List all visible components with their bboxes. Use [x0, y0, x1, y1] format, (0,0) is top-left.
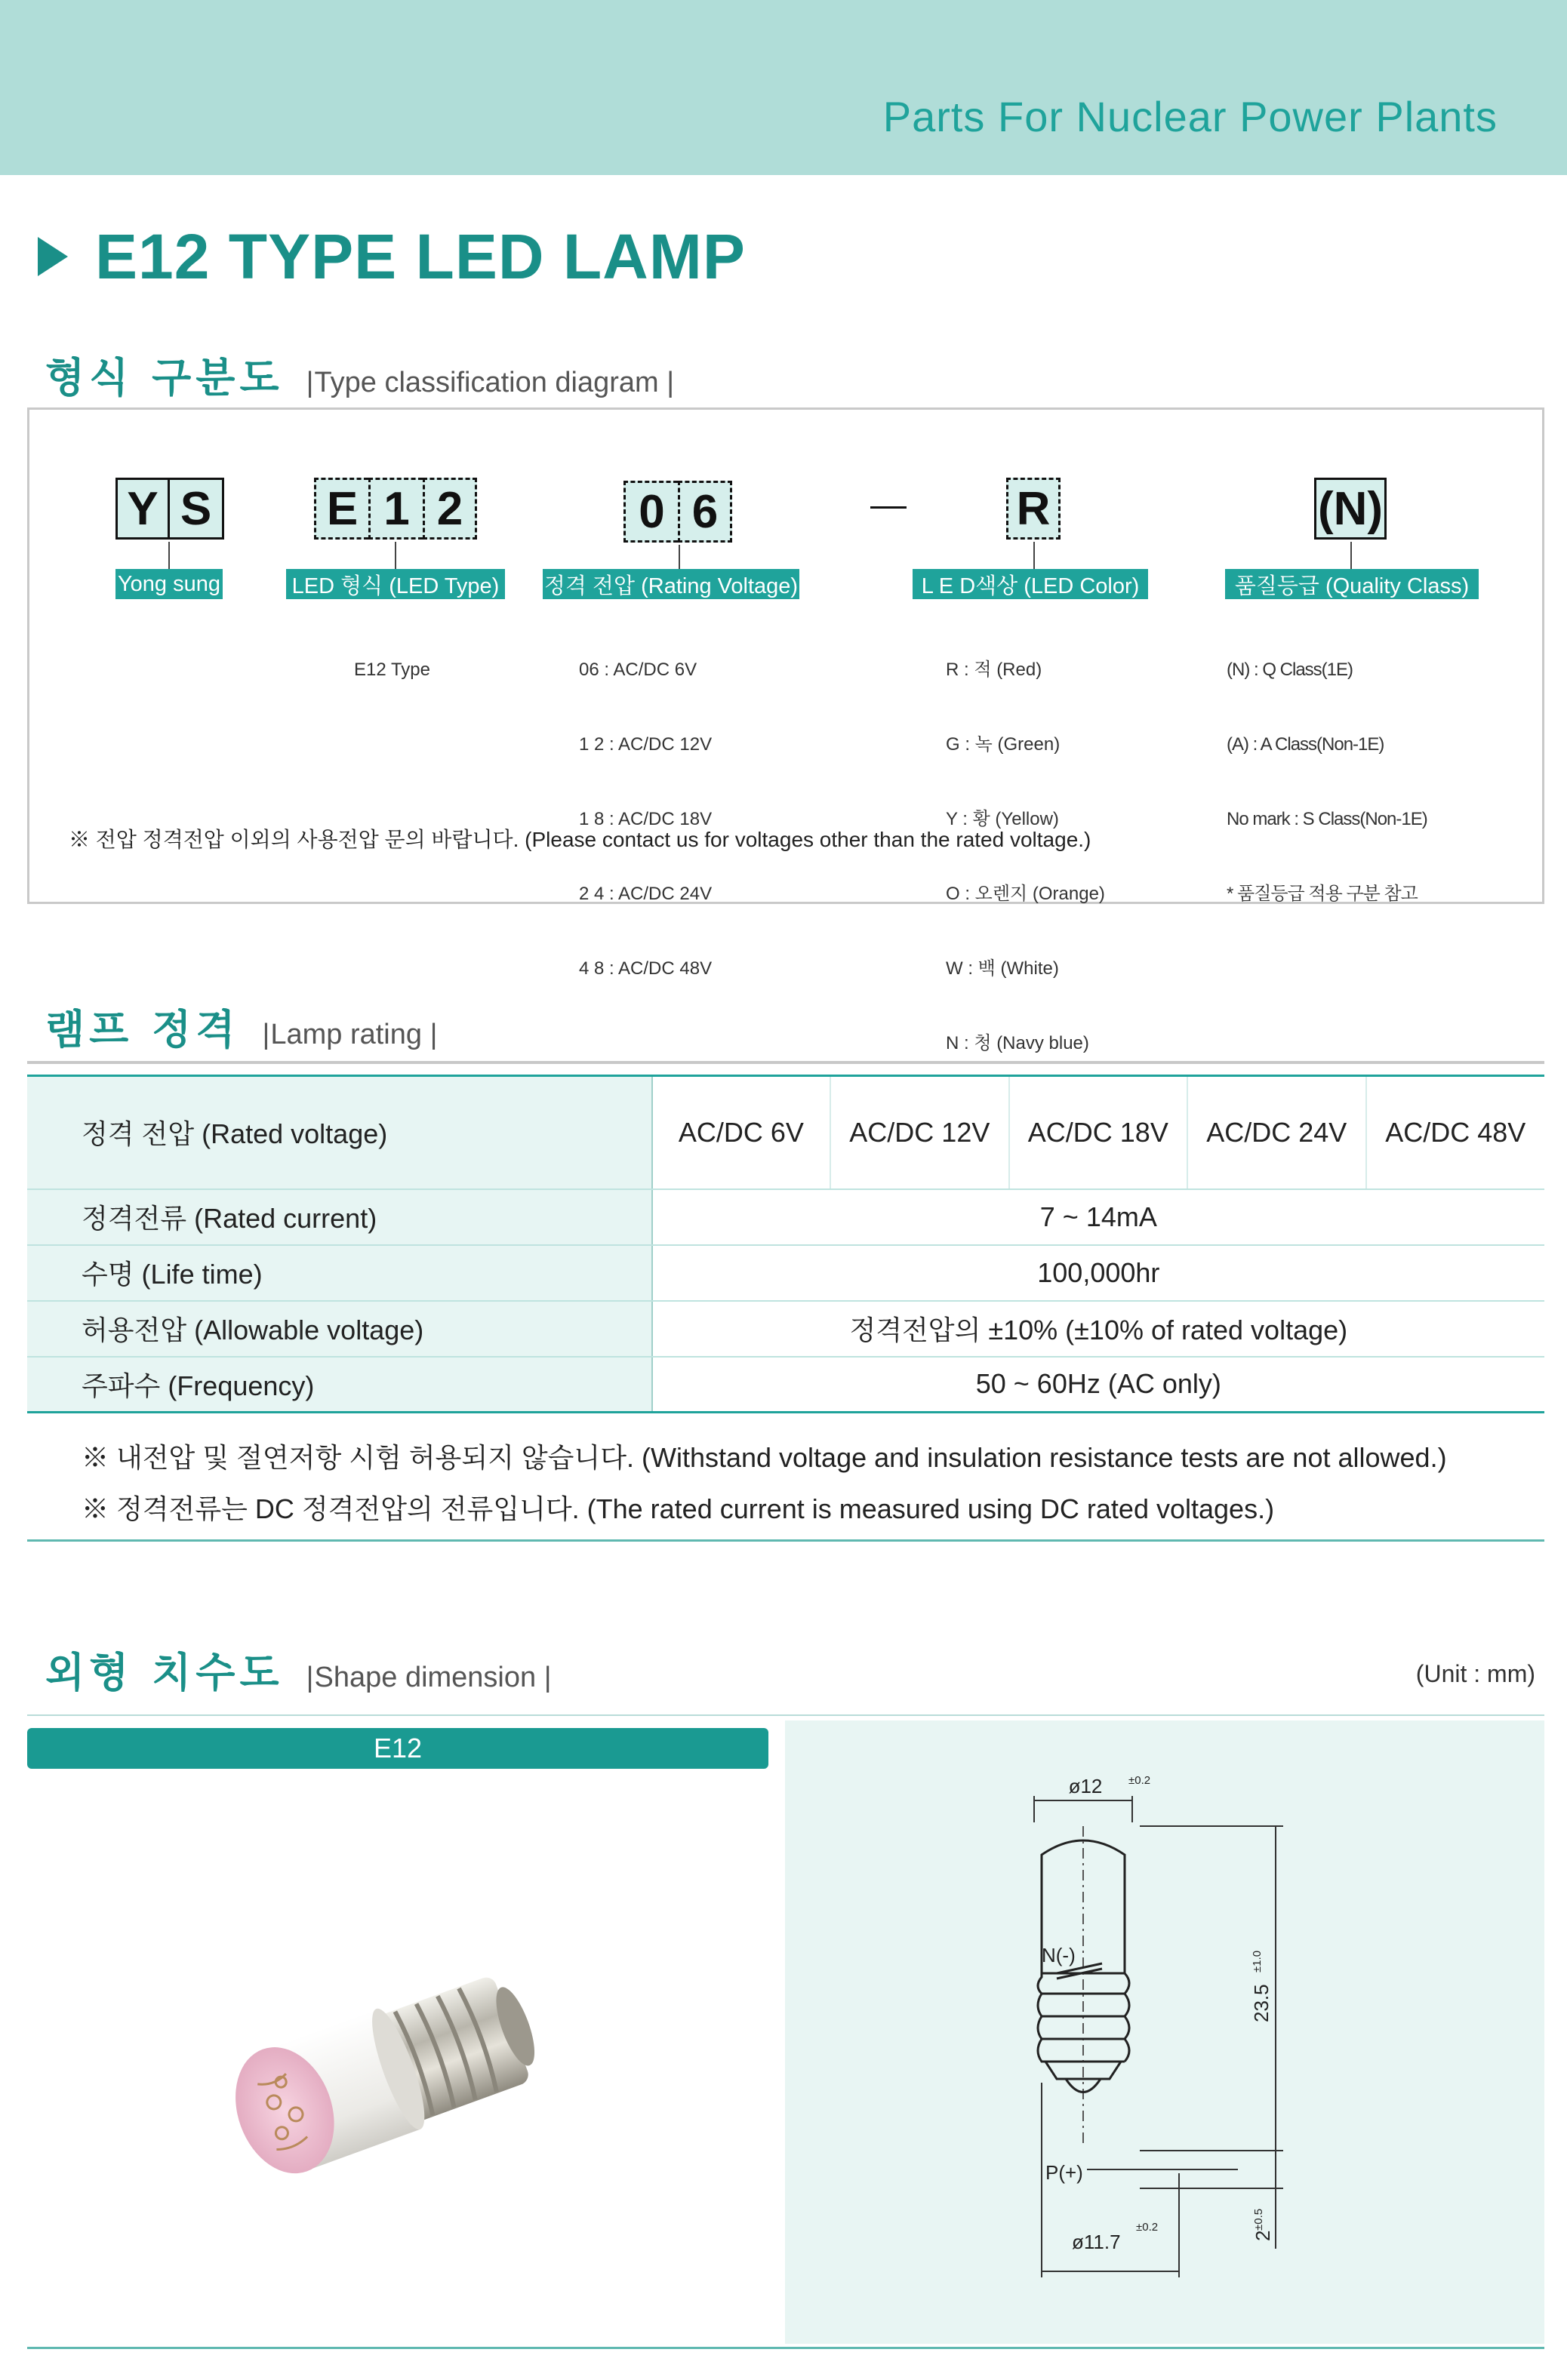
dim-base: 2 — [1251, 2230, 1274, 2241]
table-cell: 정격전압의 ±10% (±10% of rated voltage) — [652, 1301, 1544, 1357]
table-cell: AC/DC 12V — [830, 1076, 1008, 1189]
label-voltage: 정격 전압 (Rating Voltage) — [543, 569, 799, 599]
options-quality — [1227, 607, 1427, 956]
dim-bottom-dia: ø11.7 — [1072, 2231, 1121, 2253]
option-item: No mark : S Class(Non-1E) — [1227, 809, 1427, 829]
rating-table — [27, 1075, 1544, 1413]
code-cell: 1 — [368, 478, 423, 540]
option-item: 1 8 : AC/DC 18V — [579, 809, 713, 829]
options-voltage — [579, 607, 712, 1031]
table-cell: AC/DC 24V — [1187, 1076, 1365, 1189]
table-row — [27, 1245, 1544, 1301]
shape-top-rule — [27, 1714, 1544, 1716]
label-quality: 품질등급 (Quality Class) — [1225, 569, 1479, 599]
option-item: N : 청 (Navy blue) — [946, 1033, 1089, 1053]
triangle-bullet-icon — [38, 237, 68, 276]
code-cell: E — [314, 478, 368, 540]
label-ys: Yong sung — [115, 569, 223, 599]
section-bar-left: | — [262, 1019, 271, 1050]
code-cell: (N) — [1314, 478, 1387, 540]
table-cell: AC/DC 48V — [1366, 1076, 1544, 1189]
connector-line — [1033, 542, 1035, 569]
section-bar-right: | — [536, 1662, 552, 1693]
rating-note: ※ 정격전류는 DC 정격전압의 전류입니다. (The rated current is measured using DC rated voltages.) — [82, 1493, 1275, 1524]
option-item: * 품질등급 적용 구분 참고 — [1227, 884, 1418, 904]
option-item: W : 백 (White) — [946, 958, 1059, 979]
option-item: (A) : A Class(Non-1E) — [1227, 734, 1384, 755]
option-item: 1 2 : AC/DC 12V — [579, 734, 713, 755]
table-row — [27, 1076, 1544, 1189]
section-heading-en: Shape dimension — [314, 1662, 537, 1693]
code-quality — [1314, 478, 1387, 540]
code-cell: Y — [115, 478, 170, 540]
options-color — [946, 607, 1105, 1105]
section-heading-en: Lamp rating — [270, 1019, 423, 1050]
connector-line — [168, 542, 170, 569]
connector-line — [395, 542, 396, 569]
option-item: G : 녹 (Green) — [946, 734, 1061, 755]
section-heading-ko: 외형 치수도 — [45, 1649, 284, 1696]
option-item: 2 4 : AC/DC 24V — [579, 884, 713, 904]
code-color — [1006, 478, 1061, 540]
dim-bottom-tol: ±0.2 — [1136, 2221, 1159, 2234]
code-cell: 6 — [678, 481, 732, 543]
e12-tab: E12 — [27, 1728, 768, 1769]
row-label: 정격전류 (Rated current) — [27, 1189, 652, 1245]
table-cell: 50 ~ 60Hz (AC only) — [652, 1357, 1544, 1413]
dim-top-tol: ±0.2 — [1128, 1774, 1151, 1787]
rating-top-rule — [27, 1061, 1544, 1064]
code-type — [314, 478, 477, 540]
option-item: (N) : Q Class(1E) — [1227, 660, 1353, 680]
connector-line — [679, 545, 680, 569]
code-cell: 2 — [423, 478, 477, 540]
bottom-rule — [27, 2347, 1544, 2349]
section-heading-classification — [45, 346, 674, 404]
table-cell: AC/DC 18V — [1009, 1076, 1187, 1189]
dimension-drawing — [785, 1720, 1544, 2344]
code-cell: R — [1006, 478, 1061, 540]
section-heading-ko: 램프 정격 — [45, 1006, 240, 1053]
section-bar-right: | — [658, 367, 675, 398]
table-row — [27, 1357, 1544, 1413]
section-bar-left: | — [306, 1662, 315, 1693]
code-voltage — [623, 481, 732, 543]
label-type: LED 형식 (LED Type) — [286, 569, 505, 599]
section-bar-right: | — [422, 1019, 438, 1050]
classification-note: ※ 전압 정격전압 이외의 사용전압 문의 바랍니다. (Please contact us for voltages other than the rated voltage.) — [69, 828, 1091, 851]
code-cell: 0 — [623, 481, 678, 543]
dim-base-tol: ±0.5 — [1252, 2208, 1265, 2231]
header-tag: Parts For Nuclear Power Plants — [882, 93, 1498, 140]
rating-bottom-rule — [27, 1539, 1544, 1542]
table-cell: 100,000hr — [652, 1245, 1544, 1301]
unit-label: (Unit : mm) — [1415, 1660, 1535, 1687]
page-title-text: E12 TYPE LED LAMP — [95, 220, 746, 292]
dim-neg-terminal: N(-) — [1042, 1944, 1076, 1966]
header-band — [0, 0, 1567, 175]
section-heading-ko: 형식 구분도 — [45, 354, 284, 401]
row-label: 수명 (Life time) — [27, 1245, 652, 1301]
table-row — [27, 1189, 1544, 1245]
table-cell: 7 ~ 14mA — [652, 1189, 1544, 1245]
table-row — [27, 1301, 1544, 1357]
option-item: R : 적 (Red) — [946, 660, 1042, 680]
separator-dash — [870, 506, 907, 509]
options-type — [354, 607, 430, 732]
dim-height: 23.5 — [1250, 1984, 1273, 2022]
section-bar-left: | — [306, 367, 315, 398]
option-item: 4 8 : AC/DC 48V — [579, 958, 713, 979]
option-item: E12 Type — [354, 660, 430, 680]
page-title — [38, 219, 746, 294]
rating-notes — [82, 1432, 1447, 1535]
option-item: 06 : AC/DC 6V — [579, 660, 697, 680]
code-cell: S — [170, 478, 224, 540]
option-item: O : 오렌지 (Orange) — [946, 884, 1105, 904]
connector-line — [1350, 542, 1352, 569]
row-label: 정격 전압 (Rated voltage) — [27, 1076, 652, 1189]
code-ys — [115, 478, 224, 540]
option-item: Y : 황 (Yellow) — [946, 809, 1059, 829]
dim-pos-terminal: P(+) — [1045, 2161, 1083, 2184]
lamp-photo-image — [219, 1947, 566, 2203]
table-cell: AC/DC 6V — [652, 1076, 830, 1189]
dimension-drawing-panel — [785, 1720, 1544, 2344]
dim-height-tol: ±1.0 — [1251, 1950, 1264, 1973]
section-heading-en: Type classification diagram — [314, 367, 659, 398]
section-heading-rating — [45, 998, 437, 1056]
row-label: 주파수 (Frequency) — [27, 1357, 652, 1413]
label-color: L E D색상 (LED Color) — [913, 569, 1148, 599]
row-label: 허용전압 (Allowable voltage) — [27, 1301, 652, 1357]
rating-note: ※ 내전압 및 절연저항 시험 허용되지 않습니다. (Withstand voltage and insulation resistance tests are not allowed.) — [82, 1442, 1447, 1473]
section-heading-shape — [45, 1640, 552, 1699]
dim-top-dia: ø12 — [1068, 1775, 1103, 1797]
